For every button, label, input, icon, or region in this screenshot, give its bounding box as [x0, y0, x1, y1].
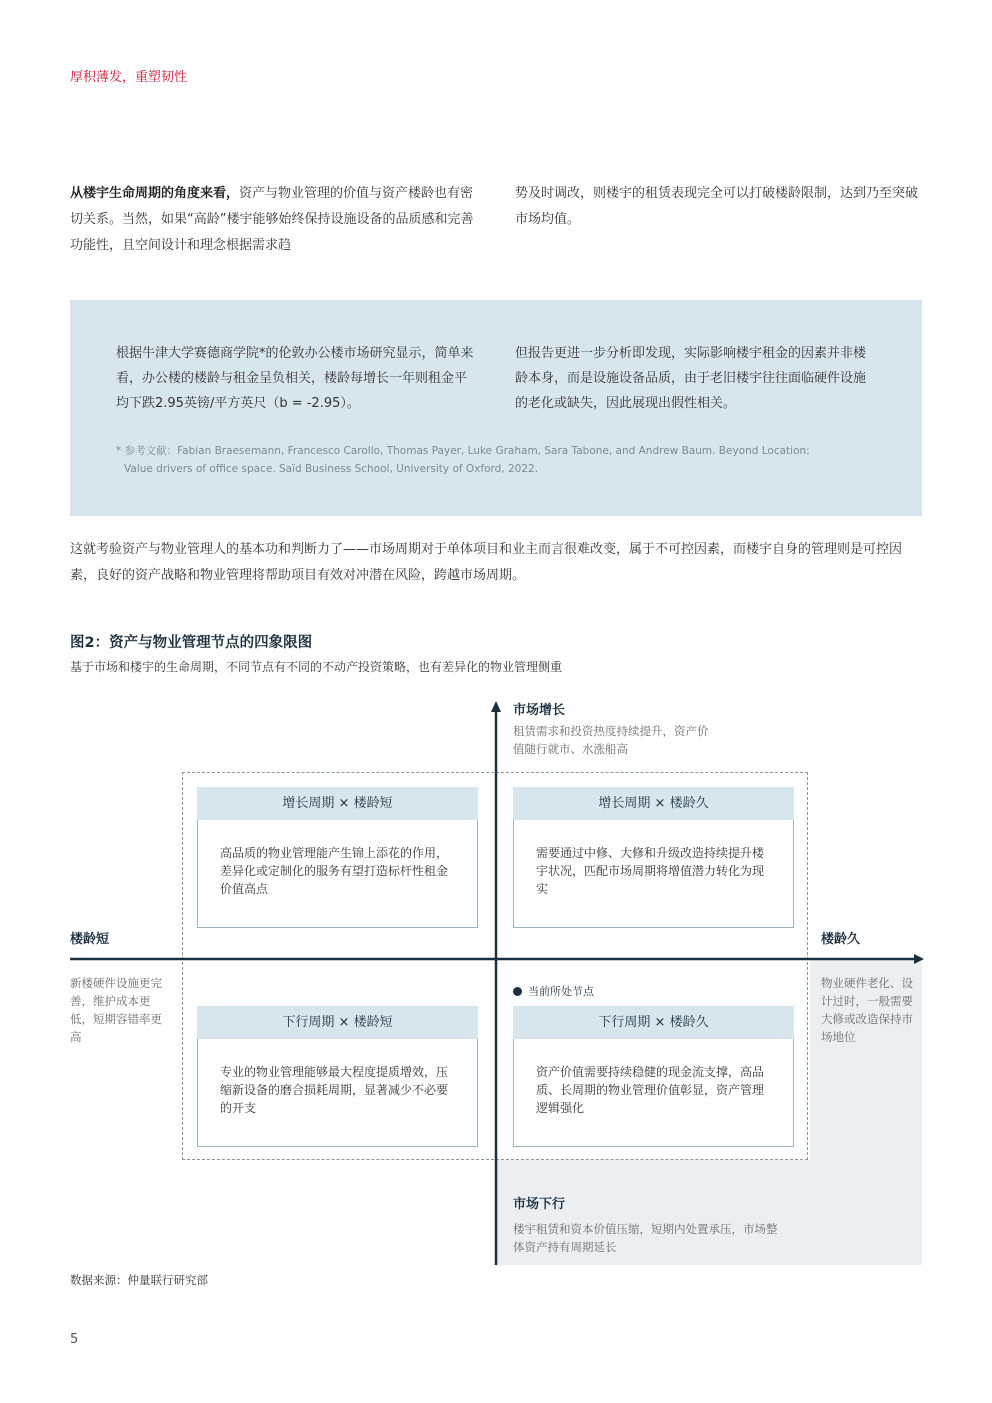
axis-left-desc: 新楼硬件设施更完善，维护成本更低，短期容错率更高	[70, 976, 162, 1044]
horizontal-axis-arrowhead	[914, 954, 924, 964]
summary-paragraph: 这就考验资产与物业管理人的基本功和判断力了——市场周期对于单体项目和业主而言很难改变，属于不可控因素，而楼宇自身的管理则是可控因素，良好的资产战略和物业管理将帮助项目有效对冲潜在风险，跨越市场周期。	[70, 542, 903, 583]
quadrant-bottom-left	[197, 1006, 478, 1147]
footnote-line-2: Value drivers of office space. Saïd Business School, University of Oxford, 2022.	[124, 463, 539, 475]
figure-title: 图2：资产与物业管理节点的四象限图	[70, 635, 313, 651]
intro-left-text: 资产与物业管理的价值与资产楼龄也有密切关系。当然，如果“高龄”楼宇能够始终保持设施设备的品质感和完善功能性，且空间设计和理念根据需求趋	[70, 186, 474, 253]
quadrant-top-right	[513, 787, 794, 928]
note-left-text: 根据牛津大学赛德商学院*的伦敦办公楼市场研究显示，简单来看，办公楼的楼龄与租金呈负相关，楼龄每增长一年则租金平均下跌2.95英镑/平方英尺（b = -2.95）。	[116, 346, 474, 411]
axis-left-label: 楼龄短	[70, 932, 110, 947]
axis-top-label: 市场增长	[513, 703, 566, 718]
current-node-dot-icon	[513, 987, 522, 996]
intro-right-paragraph: 势及时调改，则楼宇的租赁表现完全可以打破楼龄限制，达到乃至突破市场均值。	[515, 186, 919, 227]
page-number: 5	[70, 1332, 79, 1347]
quadrant-bottom-right-head: 下行周期 × 楼龄久	[513, 1006, 794, 1039]
quadrant-top-right-head: 增长周期 × 楼龄久	[513, 787, 794, 820]
axis-bottom-label: 市场下行	[513, 1197, 566, 1212]
intro-bold-lead: 从楼宇生命周期的角度来看，	[70, 186, 240, 201]
footnote-line-1: * 参考文献：Fabian Braesemann, Francesco Carollo, Thomas Payer, Luke Graham, Sara Tabone, and Andrew Baum. Beyond Location:	[116, 445, 810, 457]
quadrant-top-left	[197, 787, 478, 928]
quadrant-top-right-body: 需要通过中修、大修和升级改造持续提升楼宇状况，匹配市场周期将增值潜力转化为现实	[513, 820, 794, 928]
quadrant-top-left-body: 高品质的物业管理能产生锦上添花的作用，差异化或定制化的服务有望打造标杆性租金价值高点	[197, 820, 478, 928]
axis-bottom-desc: 楼宇租赁和资本价值压缩，短期内处置承压，市场整体资产持有周期延长	[513, 1222, 778, 1254]
vertical-axis-arrowhead	[491, 701, 501, 712]
current-node-marker	[513, 983, 594, 999]
axis-top-desc: 租赁需求和投资热度持续提升，资产价值随行就市、水涨船高	[513, 724, 709, 756]
quadrant-bottom-right	[513, 1006, 794, 1147]
figure-subtitle: 基于市场和楼宇的生命周期，不同节点有不同的不动产投资策略，也有差异化的物业管理侧重	[70, 660, 563, 674]
quadrant-bottom-left-head: 下行周期 × 楼龄短	[197, 1006, 478, 1039]
header-title: 厚积薄发，重塑韧性	[70, 70, 188, 85]
note-right-text: 但报告更进一步分析即发现，实际影响楼宇租金的因素并非楼龄本身，而是设施设备品质，由于老旧楼宇往往面临硬件设施的老化或缺失，因此展现出假性相关。	[515, 346, 867, 411]
data-source: 数据来源：仲量联行研究部	[70, 1273, 208, 1287]
axis-right-label: 楼龄久	[821, 932, 861, 947]
quadrant-top-left-head: 增长周期 × 楼龄短	[197, 787, 478, 820]
axis-right-desc: 物业硬件老化、设计过时，一般需要大修或改造保持市场地位	[821, 976, 913, 1044]
current-node-label: 当前所处节点	[528, 985, 594, 998]
quadrant-bottom-right-body: 资产价值需要持续稳健的现金流支撑，高品质、长周期的物业管理价值彰显，资产管理逻辑强化	[513, 1039, 794, 1147]
quadrant-bottom-left-body: 专业的物业管理能够最大程度提质增效，压缩新设备的磨合损耗周期，显著减少不必要的开支	[197, 1039, 478, 1147]
